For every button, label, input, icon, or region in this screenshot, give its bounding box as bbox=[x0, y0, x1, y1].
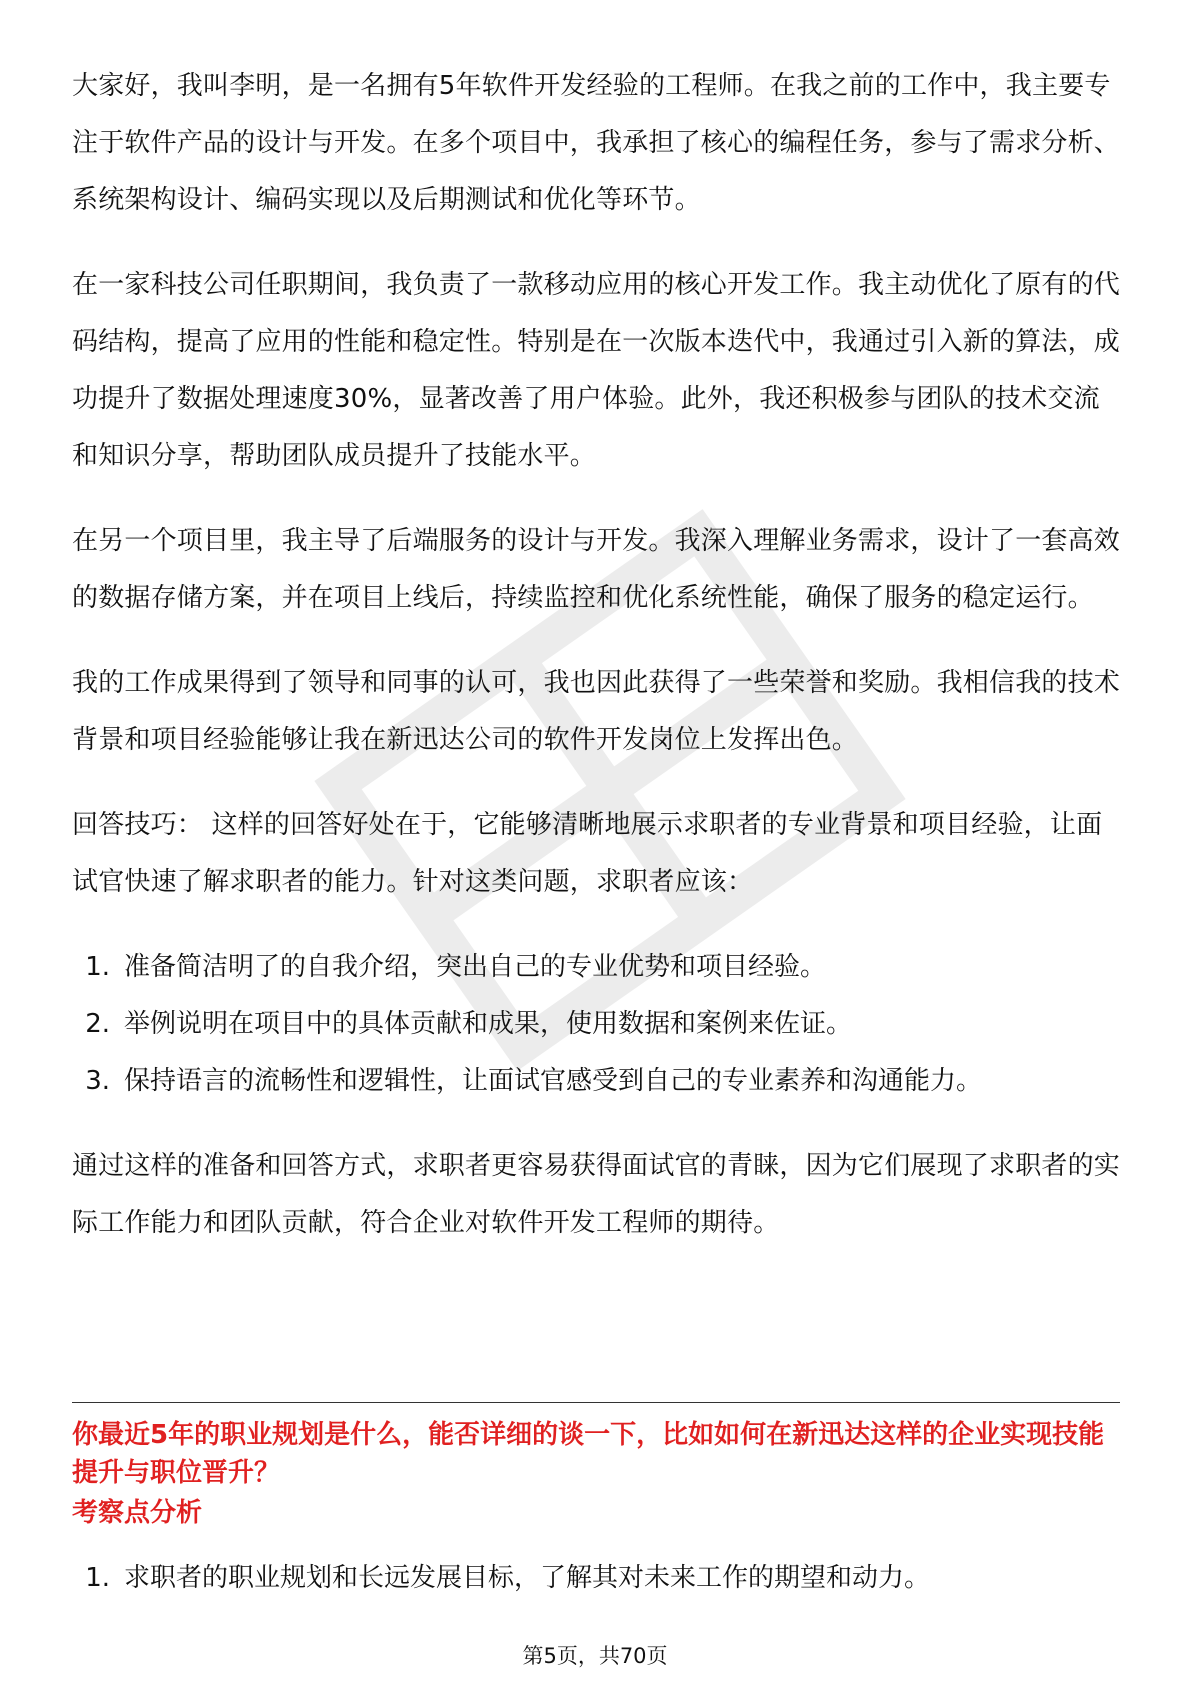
interview-question: 你最近5年的职业规划是什么，能否详细的谈一下，比如如何在新迅达这样的企业实现技能提升与职位晋升？ bbox=[72, 1420, 1105, 1488]
list-number: 2. bbox=[85, 1009, 110, 1039]
section-heading: 考察点分析 bbox=[72, 1498, 203, 1528]
intro-paragraph: 大家好，我叫李明，是一名拥有5年软件开发经验的工程师。在我之前的工作中，我主要专注于软件产品的设计与开发。在多个项目中，我承担了核心的编程任务，参与了需求分析、系统架构设计、编码实现以及后期测试和优化等环节。 bbox=[72, 71, 1121, 215]
backend-paragraph: 在另一个项目里，我主导了后端服务的设计与开发。我深入理解业务需求，设计了一套高效的数据存储方案，并在项目上线后，持续监控和优化系统性能，确保了服务的稳定运行。 bbox=[72, 526, 1121, 613]
recognition-paragraph: 我的工作成果得到了领导和同事的认可，我也因此获得了一些荣誉和奖励。我相信我的技术背景和项目经验能够让我在新迅达公司的软件开发岗位上发挥出色。 bbox=[72, 668, 1121, 755]
list-number: 3. bbox=[85, 1066, 110, 1096]
list-number: 1. bbox=[85, 1563, 110, 1593]
list-number: 1. bbox=[85, 952, 110, 982]
tips-list bbox=[72, 939, 1120, 1110]
list-item bbox=[72, 996, 1120, 1053]
closing-paragraph: 通过这样的准备和回答方式，求职者更容易获得面试官的青睐，因为它们展现了求职者的实际工作能力和团队贡献，符合企业对软件开发工程师的期待。 bbox=[72, 1151, 1121, 1238]
list-text: 保持语言的流畅性和逻辑性，让面试官感受到自己的专业素养和沟通能力。 bbox=[124, 1066, 983, 1096]
analysis-list bbox=[72, 1550, 1120, 1607]
list-text: 举例说明在项目中的具体贡献和成果，使用数据和案例来佐证。 bbox=[124, 1009, 853, 1039]
page-number: 第5页，共70页 bbox=[522, 1644, 668, 1668]
list-item bbox=[72, 1550, 1120, 1607]
list-text: 准备简洁明了的自我介绍，突出自己的专业优势和项目经验。 bbox=[124, 952, 827, 982]
list-item bbox=[72, 1053, 1120, 1110]
experience-paragraph: 在一家科技公司任职期间，我负责了一款移动应用的核心开发工作。我主动优化了原有的代码结构，提高了应用的性能和稳定性。特别是在一次版本迭代中，我通过引入新的算法，成功提升了数据处理速度30%，显著改善了用户体验。此外，我还积极参与团队的技术交流和知识分享，帮助团队成员提升了技能水平。 bbox=[72, 270, 1121, 471]
answer-tips-paragraph: 回答技巧： 这样的回答好处在于，它能够清晰地展示求职者的专业背景和项目经验，让面试官快速了解求职者的能力。针对这类问题，求职者应该： bbox=[72, 810, 1103, 897]
list-text: 求职者的职业规划和长远发展目标，了解其对未来工作的期望和动力。 bbox=[124, 1563, 931, 1593]
section-divider bbox=[72, 1402, 1120, 1403]
list-item bbox=[72, 939, 1120, 996]
document-body bbox=[72, 58, 1120, 1280]
